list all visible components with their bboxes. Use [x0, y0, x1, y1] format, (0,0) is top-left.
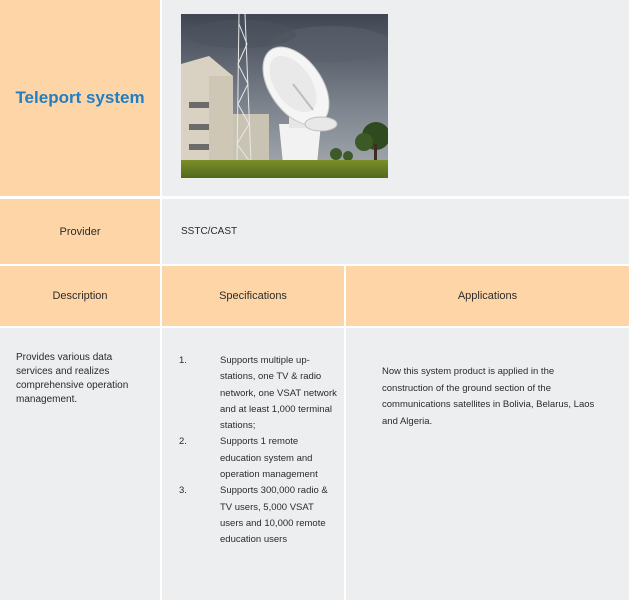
title-cell: [0, 0, 160, 196]
description-text: Provides various data services and realizes comprehensive operation management.: [16, 352, 129, 405]
applications-header-label: Applications: [457, 290, 518, 302]
teleport-photo: [181, 14, 388, 178]
photo-cell: [162, 0, 629, 196]
description-header: [0, 266, 160, 326]
provider-label: Provider: [59, 225, 101, 238]
provider-value: SSTC/CAST: [181, 226, 238, 237]
description-header-label: Description: [52, 290, 108, 302]
specifications-cell: [162, 328, 344, 600]
spec-number: 2.: [179, 436, 187, 448]
specifications-header: [162, 266, 344, 326]
spec-text: Supports 1 remote education system and operation management: [220, 436, 318, 481]
description-cell: [0, 328, 160, 600]
spec-item: [179, 434, 338, 483]
specifications-header-label: Specifications: [219, 290, 287, 302]
applications-text: Now this system product is applied in the construction of the ground section of the communications satellites in Bolivia, Belarus, Laos and Algeria.: [382, 366, 595, 427]
spec-text: Supports 300,000 radio & TV users, 5,000 VSAT users and 10,000 remote education users: [220, 485, 328, 546]
provider-label-cell: [0, 199, 160, 264]
provider-value-cell: [162, 199, 629, 264]
spec-number: 1.: [179, 355, 187, 366]
page-title: Teleport system: [15, 88, 145, 107]
spec-number: 3.: [179, 485, 187, 497]
spec-item: [179, 353, 338, 434]
applications-cell: [346, 328, 629, 600]
applications-header: [346, 266, 629, 326]
spec-text: Supports multiple up-stations, one TV & radio network, one VSAT network and at least 1,000 terminal stations;: [220, 355, 337, 432]
spec-item: [179, 483, 338, 548]
